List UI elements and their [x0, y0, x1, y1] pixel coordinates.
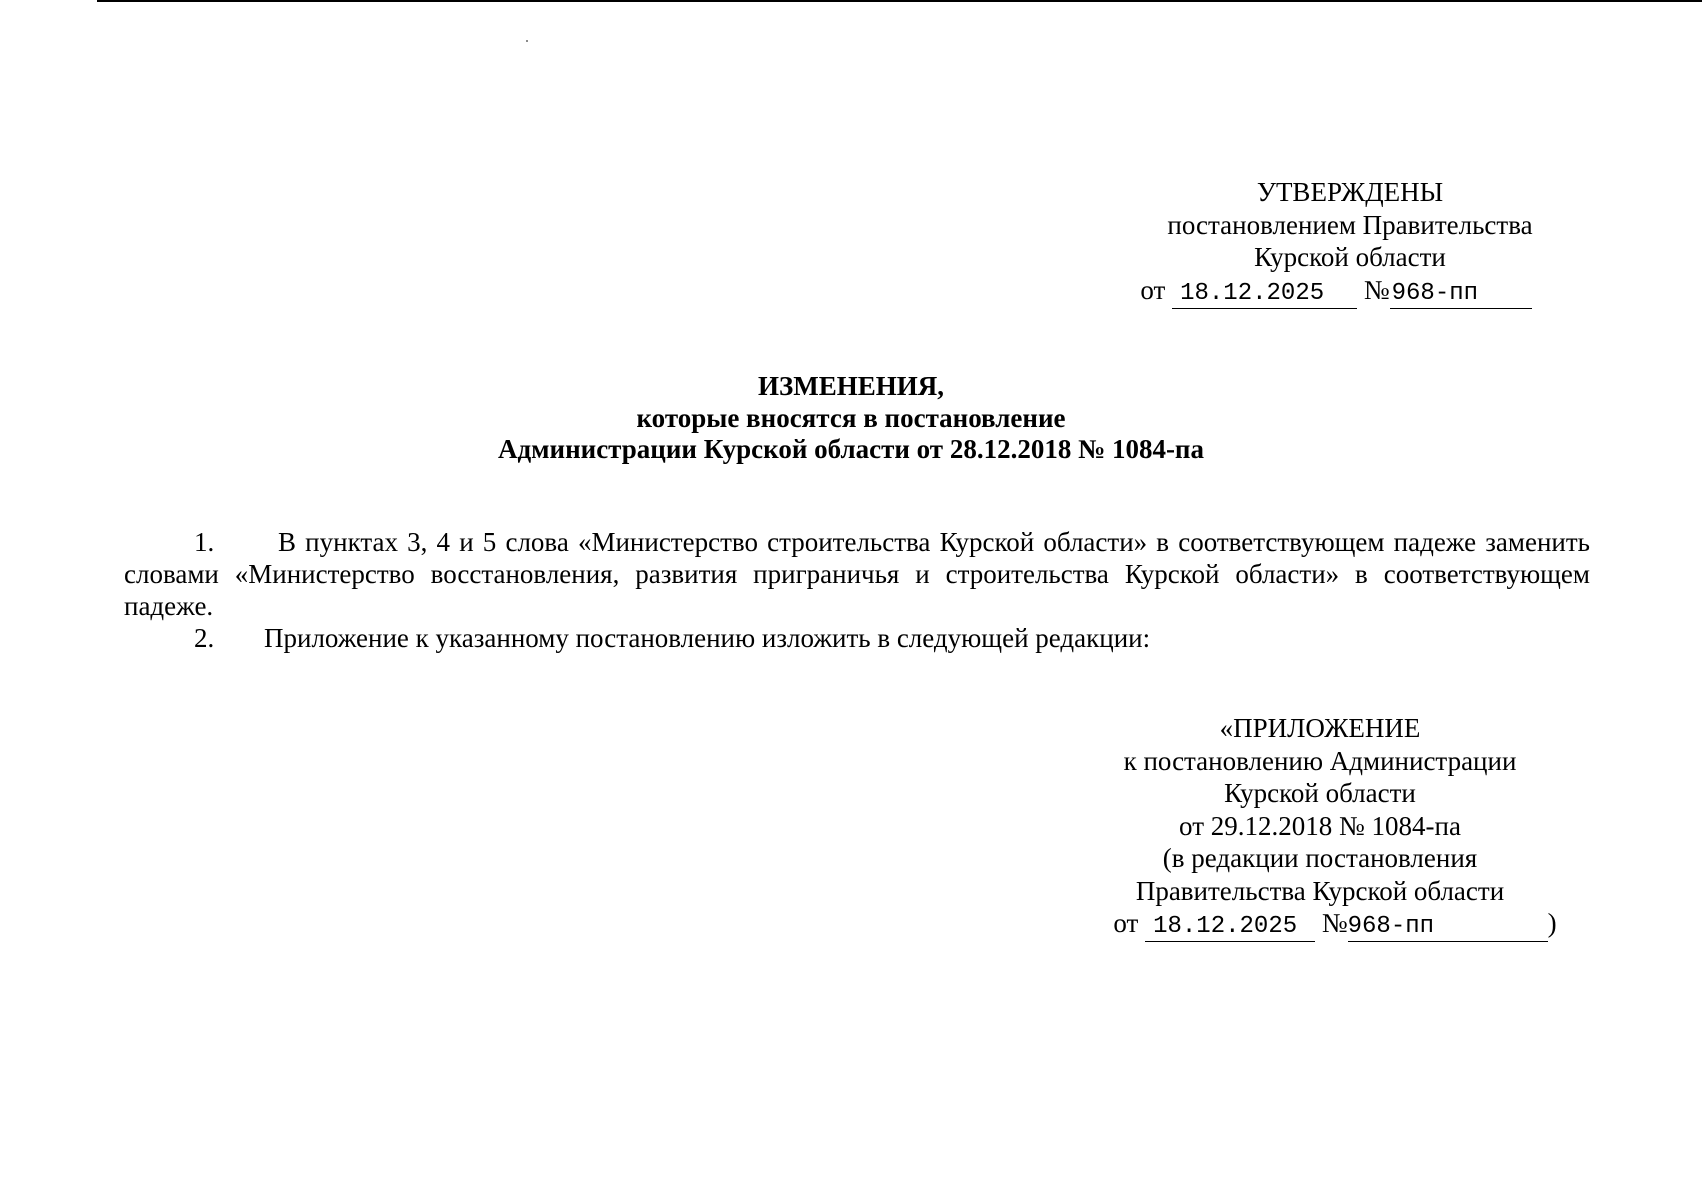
appendix-line-2: Курской области	[1224, 778, 1416, 808]
appendix-closing-paren: )	[1547, 908, 1557, 938]
appendix-line-4: (в редакции постановления	[1162, 843, 1478, 873]
approval-date-value: 18.12.2025	[1172, 280, 1357, 309]
appendix-date-line	[1080, 907, 1560, 942]
list-item	[124, 526, 1590, 622]
title-line-3: Администрации Курской области от 28.12.2018 № 1084-па	[497, 434, 1204, 464]
title-line-2: которые вносятся в постановление	[636, 402, 1066, 433]
scan-speck	[526, 40, 528, 42]
approval-date-line	[1140, 274, 1560, 309]
appendix-number-prefix: №	[1321, 908, 1348, 938]
title-line-1: ИЗМЕНЕНИЯ,	[757, 371, 944, 401]
appendix-line-3: от 29.12.2018 № 1084-па	[1179, 810, 1461, 841]
approval-block	[1140, 176, 1560, 309]
approval-number-prefix: №	[1363, 274, 1390, 305]
appendix-line-5: Правительства Курской области	[1135, 875, 1505, 906]
list-item	[124, 622, 1590, 654]
approval-number-value: 968-пп	[1390, 280, 1532, 309]
approval-date-prefix: от	[1140, 274, 1166, 305]
approval-line-2: Курской области	[1254, 242, 1446, 272]
item-text: В пунктах 3, 4 и 5 слова «Министерство строительства Курской области» в соответствующем падеже заменить словами «Министерство восстановления, развития приграничья и строительства Курской области» в соответствующем падеже.	[124, 527, 1590, 621]
approval-line-1: постановлением Правительства	[1167, 209, 1533, 240]
document-body	[124, 526, 1590, 654]
item-number: 2.	[194, 623, 215, 653]
appendix-heading: «ПРИЛОЖЕНИЕ	[1219, 713, 1421, 743]
item-number: 1.	[194, 527, 215, 557]
scan-top-border	[97, 0, 1702, 2]
appendix-number-value: 968-пп	[1348, 913, 1548, 942]
document-title	[0, 371, 1702, 466]
appendix-block	[1080, 712, 1560, 942]
appendix-line-1: к постановлению Администрации	[1123, 745, 1517, 776]
approval-heading: УТВЕРЖДЕНЫ	[1256, 177, 1444, 207]
item-text: Приложение к указанному постановлению изложить в следующей редакции:	[264, 623, 1151, 653]
appendix-date-value: 18.12.2025	[1145, 913, 1315, 942]
appendix-date-prefix: от	[1113, 908, 1139, 938]
